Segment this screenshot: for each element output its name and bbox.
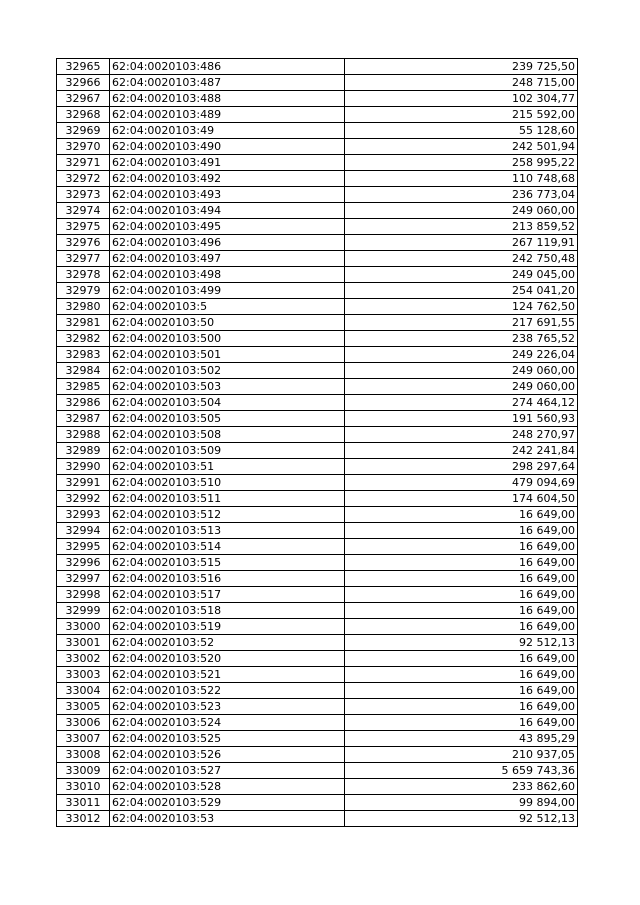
table-row — [57, 395, 578, 411]
row-number-cell: 32993 — [57, 507, 110, 523]
cadastral-number-cell: 62:04:0020103:51 — [110, 459, 345, 475]
table-row — [57, 715, 578, 731]
row-number-cell: 33007 — [57, 731, 110, 747]
table-row — [57, 107, 578, 123]
cadastral-value-cell: 191 560,93 — [345, 411, 578, 427]
cadastral-value-table — [56, 58, 578, 827]
row-number-cell: 33006 — [57, 715, 110, 731]
row-number-cell: 32976 — [57, 235, 110, 251]
table-row — [57, 443, 578, 459]
cadastral-number-cell: 62:04:0020103:490 — [110, 139, 345, 155]
cadastral-value-cell: 174 604,50 — [345, 491, 578, 507]
row-number-cell: 32978 — [57, 267, 110, 283]
cadastral-value-cell: 16 649,00 — [345, 683, 578, 699]
cadastral-number-cell: 62:04:0020103:502 — [110, 363, 345, 379]
row-number-cell: 32969 — [57, 123, 110, 139]
row-number-cell: 32966 — [57, 75, 110, 91]
table-row — [57, 251, 578, 267]
table-row — [57, 667, 578, 683]
cadastral-value-cell: 238 765,52 — [345, 331, 578, 347]
table-row — [57, 139, 578, 155]
cadastral-value-cell: 102 304,77 — [345, 91, 578, 107]
cadastral-value-cell: 16 649,00 — [345, 539, 578, 555]
cadastral-number-cell: 62:04:0020103:491 — [110, 155, 345, 171]
table-row — [57, 187, 578, 203]
row-number-cell: 32971 — [57, 155, 110, 171]
table-row — [57, 315, 578, 331]
row-number-cell: 32995 — [57, 539, 110, 555]
cadastral-number-cell: 62:04:0020103:49 — [110, 123, 345, 139]
table-row — [57, 763, 578, 779]
cadastral-number-cell: 62:04:0020103:529 — [110, 795, 345, 811]
cadastral-value-cell: 267 119,91 — [345, 235, 578, 251]
table-row — [57, 235, 578, 251]
cadastral-number-cell: 62:04:0020103:498 — [110, 267, 345, 283]
table-row — [57, 347, 578, 363]
cadastral-value-cell: 16 649,00 — [345, 699, 578, 715]
row-number-cell: 32980 — [57, 299, 110, 315]
cadastral-value-cell: 249 045,00 — [345, 267, 578, 283]
row-number-cell: 32996 — [57, 555, 110, 571]
cadastral-value-cell: 16 649,00 — [345, 651, 578, 667]
cadastral-number-cell: 62:04:0020103:497 — [110, 251, 345, 267]
table-row — [57, 267, 578, 283]
cadastral-value-cell: 254 041,20 — [345, 283, 578, 299]
table-row — [57, 427, 578, 443]
row-number-cell: 32979 — [57, 283, 110, 299]
cadastral-value-cell: 248 715,00 — [345, 75, 578, 91]
row-number-cell: 32984 — [57, 363, 110, 379]
table-row — [57, 203, 578, 219]
table-row — [57, 539, 578, 555]
row-number-cell: 32989 — [57, 443, 110, 459]
cadastral-number-cell: 62:04:0020103:515 — [110, 555, 345, 571]
row-number-cell: 32992 — [57, 491, 110, 507]
table-row — [57, 523, 578, 539]
row-number-cell: 33009 — [57, 763, 110, 779]
cadastral-number-cell: 62:04:0020103:493 — [110, 187, 345, 203]
table-row — [57, 219, 578, 235]
cadastral-value-cell: 5 659 743,36 — [345, 763, 578, 779]
cadastral-value-cell: 16 649,00 — [345, 507, 578, 523]
cadastral-value-cell: 124 762,50 — [345, 299, 578, 315]
cadastral-number-cell: 62:04:0020103:503 — [110, 379, 345, 395]
cadastral-value-cell: 479 094,69 — [345, 475, 578, 491]
row-number-cell: 32986 — [57, 395, 110, 411]
row-number-cell: 32983 — [57, 347, 110, 363]
cadastral-value-cell: 210 937,05 — [345, 747, 578, 763]
cadastral-value-cell: 16 649,00 — [345, 571, 578, 587]
row-number-cell: 33005 — [57, 699, 110, 715]
cadastral-number-cell: 62:04:0020103:505 — [110, 411, 345, 427]
table-row — [57, 363, 578, 379]
cadastral-number-cell: 62:04:0020103:518 — [110, 603, 345, 619]
table-row — [57, 75, 578, 91]
table-row — [57, 747, 578, 763]
cadastral-number-cell: 62:04:0020103:520 — [110, 651, 345, 667]
cadastral-number-cell: 62:04:0020103:524 — [110, 715, 345, 731]
cadastral-value-cell: 99 894,00 — [345, 795, 578, 811]
row-number-cell: 32974 — [57, 203, 110, 219]
table-row — [57, 635, 578, 651]
table-row — [57, 683, 578, 699]
table-row — [57, 331, 578, 347]
cadastral-number-cell: 62:04:0020103:492 — [110, 171, 345, 187]
cadastral-value-cell: 16 649,00 — [345, 555, 578, 571]
row-number-cell: 32981 — [57, 315, 110, 331]
row-number-cell: 33004 — [57, 683, 110, 699]
cadastral-number-cell: 62:04:0020103:501 — [110, 347, 345, 363]
row-number-cell: 33012 — [57, 811, 110, 827]
cadastral-number-cell: 62:04:0020103:511 — [110, 491, 345, 507]
cadastral-value-cell: 213 859,52 — [345, 219, 578, 235]
cadastral-value-cell: 274 464,12 — [345, 395, 578, 411]
row-number-cell: 32994 — [57, 523, 110, 539]
cadastral-value-cell: 217 691,55 — [345, 315, 578, 331]
cadastral-value-cell: 249 060,00 — [345, 379, 578, 395]
row-number-cell: 32967 — [57, 91, 110, 107]
row-number-cell: 32977 — [57, 251, 110, 267]
cadastral-value-cell: 215 592,00 — [345, 107, 578, 123]
cadastral-number-cell: 62:04:0020103:488 — [110, 91, 345, 107]
cadastral-value-cell: 236 773,04 — [345, 187, 578, 203]
row-number-cell: 33001 — [57, 635, 110, 651]
cadastral-value-cell: 16 649,00 — [345, 715, 578, 731]
cadastral-value-cell: 43 895,29 — [345, 731, 578, 747]
cadastral-number-cell: 62:04:0020103:5 — [110, 299, 345, 315]
table-row — [57, 779, 578, 795]
row-number-cell: 32973 — [57, 187, 110, 203]
row-number-cell: 32985 — [57, 379, 110, 395]
cadastral-number-cell: 62:04:0020103:525 — [110, 731, 345, 747]
cadastral-value-cell: 233 862,60 — [345, 779, 578, 795]
table-row — [57, 811, 578, 827]
row-number-cell: 33003 — [57, 667, 110, 683]
row-number-cell: 32975 — [57, 219, 110, 235]
row-number-cell: 32987 — [57, 411, 110, 427]
table-row — [57, 651, 578, 667]
cadastral-number-cell: 62:04:0020103:509 — [110, 443, 345, 459]
cadastral-value-cell: 239 725,50 — [345, 59, 578, 75]
cadastral-number-cell: 62:04:0020103:528 — [110, 779, 345, 795]
cadastral-number-cell: 62:04:0020103:504 — [110, 395, 345, 411]
cadastral-value-cell: 92 512,13 — [345, 811, 578, 827]
cadastral-number-cell: 62:04:0020103:487 — [110, 75, 345, 91]
row-number-cell: 32972 — [57, 171, 110, 187]
cadastral-value-cell: 16 649,00 — [345, 667, 578, 683]
row-number-cell: 32999 — [57, 603, 110, 619]
cadastral-number-cell: 62:04:0020103:523 — [110, 699, 345, 715]
cadastral-number-cell: 62:04:0020103:514 — [110, 539, 345, 555]
cadastral-number-cell: 62:04:0020103:494 — [110, 203, 345, 219]
cadastral-number-cell: 62:04:0020103:519 — [110, 619, 345, 635]
table-row — [57, 475, 578, 491]
table-row — [57, 155, 578, 171]
cadastral-value-cell: 242 750,48 — [345, 251, 578, 267]
cadastral-value-cell: 258 995,22 — [345, 155, 578, 171]
row-number-cell: 32968 — [57, 107, 110, 123]
cadastral-value-cell: 16 649,00 — [345, 603, 578, 619]
cadastral-number-cell: 62:04:0020103:522 — [110, 683, 345, 699]
table-row — [57, 59, 578, 75]
table-row — [57, 123, 578, 139]
cadastral-number-cell: 62:04:0020103:486 — [110, 59, 345, 75]
row-number-cell: 32997 — [57, 571, 110, 587]
row-number-cell: 32982 — [57, 331, 110, 347]
cadastral-value-cell: 242 501,94 — [345, 139, 578, 155]
cadastral-number-cell: 62:04:0020103:496 — [110, 235, 345, 251]
cadastral-value-cell: 16 649,00 — [345, 587, 578, 603]
cadastral-value-cell: 248 270,97 — [345, 427, 578, 443]
cadastral-value-cell: 249 226,04 — [345, 347, 578, 363]
cadastral-number-cell: 62:04:0020103:489 — [110, 107, 345, 123]
row-number-cell: 33010 — [57, 779, 110, 795]
cadastral-number-cell: 62:04:0020103:508 — [110, 427, 345, 443]
table-row — [57, 507, 578, 523]
row-number-cell: 32970 — [57, 139, 110, 155]
row-number-cell: 32991 — [57, 475, 110, 491]
table-row — [57, 795, 578, 811]
row-number-cell: 32998 — [57, 587, 110, 603]
table-row — [57, 171, 578, 187]
table-row — [57, 491, 578, 507]
table-row — [57, 459, 578, 475]
row-number-cell: 33002 — [57, 651, 110, 667]
cadastral-value-cell: 92 512,13 — [345, 635, 578, 651]
cadastral-value-cell: 242 241,84 — [345, 443, 578, 459]
cadastral-number-cell: 62:04:0020103:516 — [110, 571, 345, 587]
cadastral-number-cell: 62:04:0020103:527 — [110, 763, 345, 779]
cadastral-number-cell: 62:04:0020103:512 — [110, 507, 345, 523]
row-number-cell: 32988 — [57, 427, 110, 443]
table-row — [57, 731, 578, 747]
cadastral-value-cell: 16 649,00 — [345, 619, 578, 635]
table-row — [57, 699, 578, 715]
cadastral-number-cell: 62:04:0020103:53 — [110, 811, 345, 827]
cadastral-value-cell: 55 128,60 — [345, 123, 578, 139]
table-row — [57, 379, 578, 395]
row-number-cell: 32965 — [57, 59, 110, 75]
table-row — [57, 91, 578, 107]
cadastral-number-cell: 62:04:0020103:513 — [110, 523, 345, 539]
table-row — [57, 299, 578, 315]
table-body — [57, 59, 578, 827]
row-number-cell: 32990 — [57, 459, 110, 475]
table-row — [57, 283, 578, 299]
row-number-cell: 33000 — [57, 619, 110, 635]
cadastral-value-cell: 249 060,00 — [345, 203, 578, 219]
cadastral-number-cell: 62:04:0020103:499 — [110, 283, 345, 299]
cadastral-number-cell: 62:04:0020103:50 — [110, 315, 345, 331]
table-row — [57, 603, 578, 619]
table-row — [57, 619, 578, 635]
cadastral-value-cell: 249 060,00 — [345, 363, 578, 379]
cadastral-value-cell: 110 748,68 — [345, 171, 578, 187]
table-row — [57, 411, 578, 427]
cadastral-number-cell: 62:04:0020103:517 — [110, 587, 345, 603]
table-row — [57, 587, 578, 603]
cadastral-number-cell: 62:04:0020103:495 — [110, 219, 345, 235]
table-row — [57, 555, 578, 571]
cadastral-number-cell: 62:04:0020103:521 — [110, 667, 345, 683]
cadastral-value-cell: 16 649,00 — [345, 523, 578, 539]
cadastral-value-cell: 298 297,64 — [345, 459, 578, 475]
cadastral-number-cell: 62:04:0020103:510 — [110, 475, 345, 491]
row-number-cell: 33008 — [57, 747, 110, 763]
cadastral-number-cell: 62:04:0020103:526 — [110, 747, 345, 763]
cadastral-number-cell: 62:04:0020103:500 — [110, 331, 345, 347]
cadastral-number-cell: 62:04:0020103:52 — [110, 635, 345, 651]
row-number-cell: 33011 — [57, 795, 110, 811]
table-row — [57, 571, 578, 587]
